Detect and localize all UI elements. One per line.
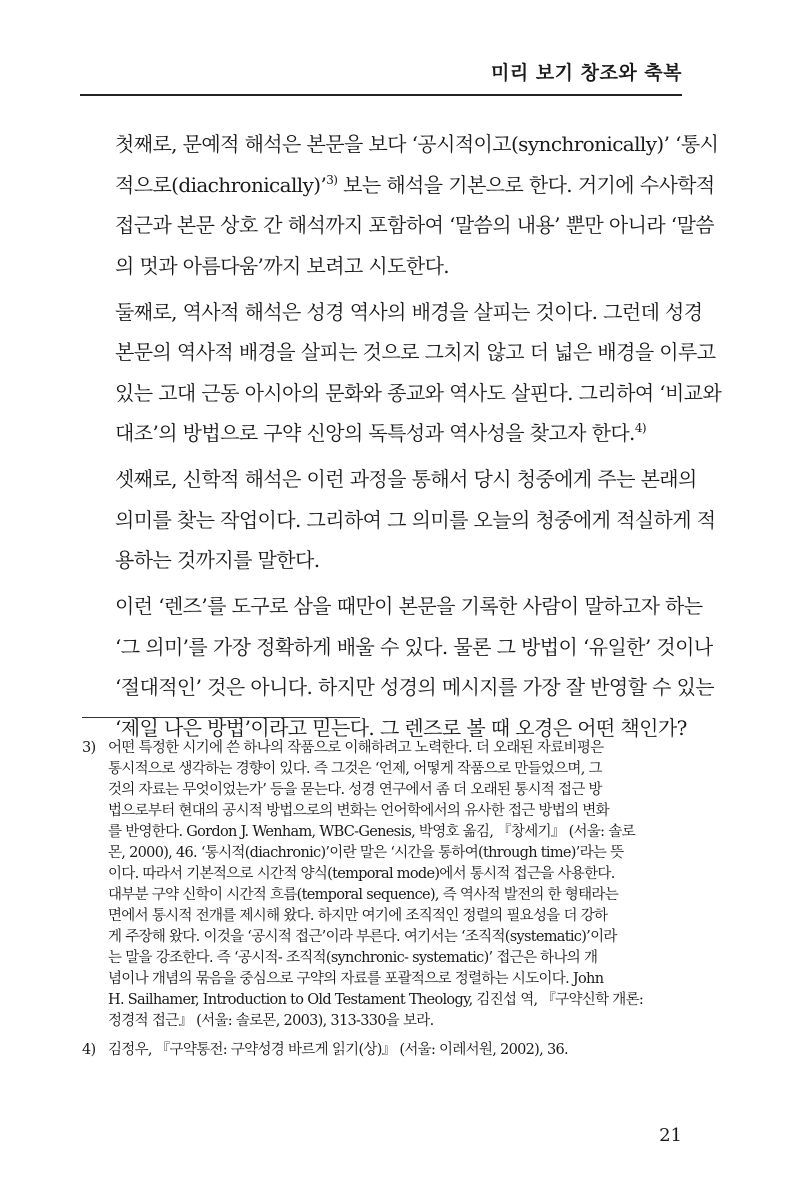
footnote-line: 게 주장해 왔다. 이것을 ‘공시적 접근’이라 부른다. 여기서는 ‘조직적(systematic)’이라 bbox=[108, 929, 617, 945]
paragraph-3 bbox=[82, 459, 716, 581]
text-line: 접근과 본문 상호 간 해석까지 포함하여 ‘말씀의 내용’ 뿐만 아니라 ‘말씀 bbox=[115, 213, 715, 237]
body-text bbox=[82, 124, 722, 754]
text-line: 셋째로, 신학적 해석은 이런 과정을 통해서 당시 청중에게 주는 본래의 bbox=[115, 467, 697, 491]
footnote-number: 4) bbox=[82, 1042, 96, 1058]
footnote-line: 몬, 2000), 46. ‘통시적(diachronic)’이란 말은 ‘시간을 통하여(through time)’라는 뜻 bbox=[108, 845, 624, 861]
footnote-line: 는 말을 강조한다. 즉 ‘공시적- 조직적(synchronic- systematic)’ 접근은 하나의 개 bbox=[108, 950, 598, 966]
footnote-line: 법으로부터 현대의 공시적 방법으로의 변화는 언어학에서의 유사한 접근 방법의 변화 bbox=[108, 803, 609, 819]
text-line: 둘째로, 역사적 해석은 성경 역사의 배경을 살피는 것이다. 그런데 성경 bbox=[115, 299, 703, 324]
footnote-line: 를 반영한다. Gordon J. Wenham, WBC-Genesis, 박영호 옮김, 『창세기』 (서울: 솔로 bbox=[108, 824, 635, 840]
text-line: 용하는 것까지를 말한다. bbox=[115, 548, 320, 572]
footnote-separator bbox=[82, 717, 360, 718]
text-line: 의미를 찾는 작업이다. 그리하여 그 의미를 오늘의 청중에게 적실하게 적 bbox=[115, 507, 716, 532]
text-line: 첫째로, 문예적 해석은 본문을 보다 ‘공시적이고(synchronically)’ ‘통시 bbox=[115, 132, 719, 156]
footnote-line: 정경적 접근』 (서울: 솔로몬, 2003), 313-330을 보라. bbox=[108, 1013, 434, 1029]
paragraph-2 bbox=[82, 292, 722, 454]
footnote-line: 념이나 개념의 묶음을 중심으로 구약의 자료를 포괄적으로 정렬하는 시도이다. John bbox=[108, 971, 604, 987]
footnote-number: 3) bbox=[82, 740, 96, 756]
text-line: 본문의 역사적 배경을 살피는 것으로 그치지 않고 더 넓은 배경을 이루고 bbox=[115, 340, 716, 364]
footnote-line: 어떤 특정한 시기에 쓴 하나의 작품으로 이해하려고 노력한다. 더 오래된 자료비평은 bbox=[108, 740, 604, 756]
text-line bbox=[82, 165, 715, 206]
footnote-line: 이다. 따라서 기본적으로 시간적 양식(temporal mode)에서 통시적 접근을 사용한다. bbox=[108, 866, 615, 882]
footnote-line: 통시적으로 생각하는 경향이 있다. 즉 그것은 ‘언제, 어떻게 작품으로 만들었으며, 그 bbox=[108, 761, 602, 777]
footnote-line: 것의 자료는 무엇이었는가’ 등을 묻는다. 성경 연구에서 좀 더 오래된 통시적 접근 방 bbox=[108, 782, 602, 798]
footnotes bbox=[82, 738, 677, 1069]
page-number: 21 bbox=[659, 1125, 682, 1146]
paragraph-4 bbox=[82, 586, 715, 748]
text-fragment: 보는 해석을 기본으로 한다. 거기에 수사학적 bbox=[337, 172, 715, 197]
footnote-line: 김정우, 『구약통전: 구약성경 바르게 읽기(상)』 (서울: 이레서원, 2002), 36. bbox=[108, 1042, 568, 1058]
paragraph-1 bbox=[82, 124, 719, 286]
footnote-ref-4: 4) bbox=[634, 421, 646, 435]
header-rule bbox=[80, 94, 682, 96]
text-line: 이런 ‘렌즈’를 도구로 삼을 때만이 본문을 기록한 사람이 말하고자 하는 bbox=[115, 594, 703, 618]
text-line: ‘제일 나은 방법’이라고 믿는다. 그 렌즈로 볼 때 오경은 어떤 책인가? bbox=[115, 715, 687, 740]
text-line bbox=[82, 413, 677, 454]
text-line: 있는 고대 근동 아시아의 문화와 종교와 역사도 살핀다. 그리하여 ‘비교와 bbox=[115, 380, 722, 405]
footnote-line: H. Sailhamer, Introduction to Old Testament Theology, 김진섭 역, 『구약신학 개론: bbox=[108, 992, 644, 1008]
footnote-4 bbox=[82, 1040, 677, 1061]
footnote-line: 대부분 구약 신학이 시간적 흐름(temporal sequence), 즉 역사적 발전의 한 형태라는 bbox=[108, 887, 619, 903]
footnote-line: 면에서 통시적 전개를 제시해 왔다. 하지만 여기에 조직적인 정렬의 필요성을 더 강하 bbox=[108, 908, 608, 924]
footnote-3 bbox=[82, 738, 677, 1032]
running-header: 미리 보기 창조와 축복 bbox=[490, 62, 682, 84]
text-fragment: 적으로(diachronically)’ bbox=[115, 172, 327, 197]
text-line: 의 멋과 아름다움’까지 보려고 시도한다. bbox=[115, 253, 450, 278]
text-line: ‘절대적인’ 것은 아니다. 하지만 성경의 메시지를 가장 잘 반영할 수 있는 bbox=[115, 675, 715, 699]
footnote-ref-3: 3) bbox=[326, 172, 338, 187]
text-line: ‘그 의미’를 가장 정확하게 배울 수 있다. 물론 그 방법이 ‘유일한’ 것이나 bbox=[115, 634, 713, 659]
text-fragment: 대조’의 방법으로 구약 신앙의 독특성과 역사성을 찾고자 한다. bbox=[115, 421, 635, 445]
